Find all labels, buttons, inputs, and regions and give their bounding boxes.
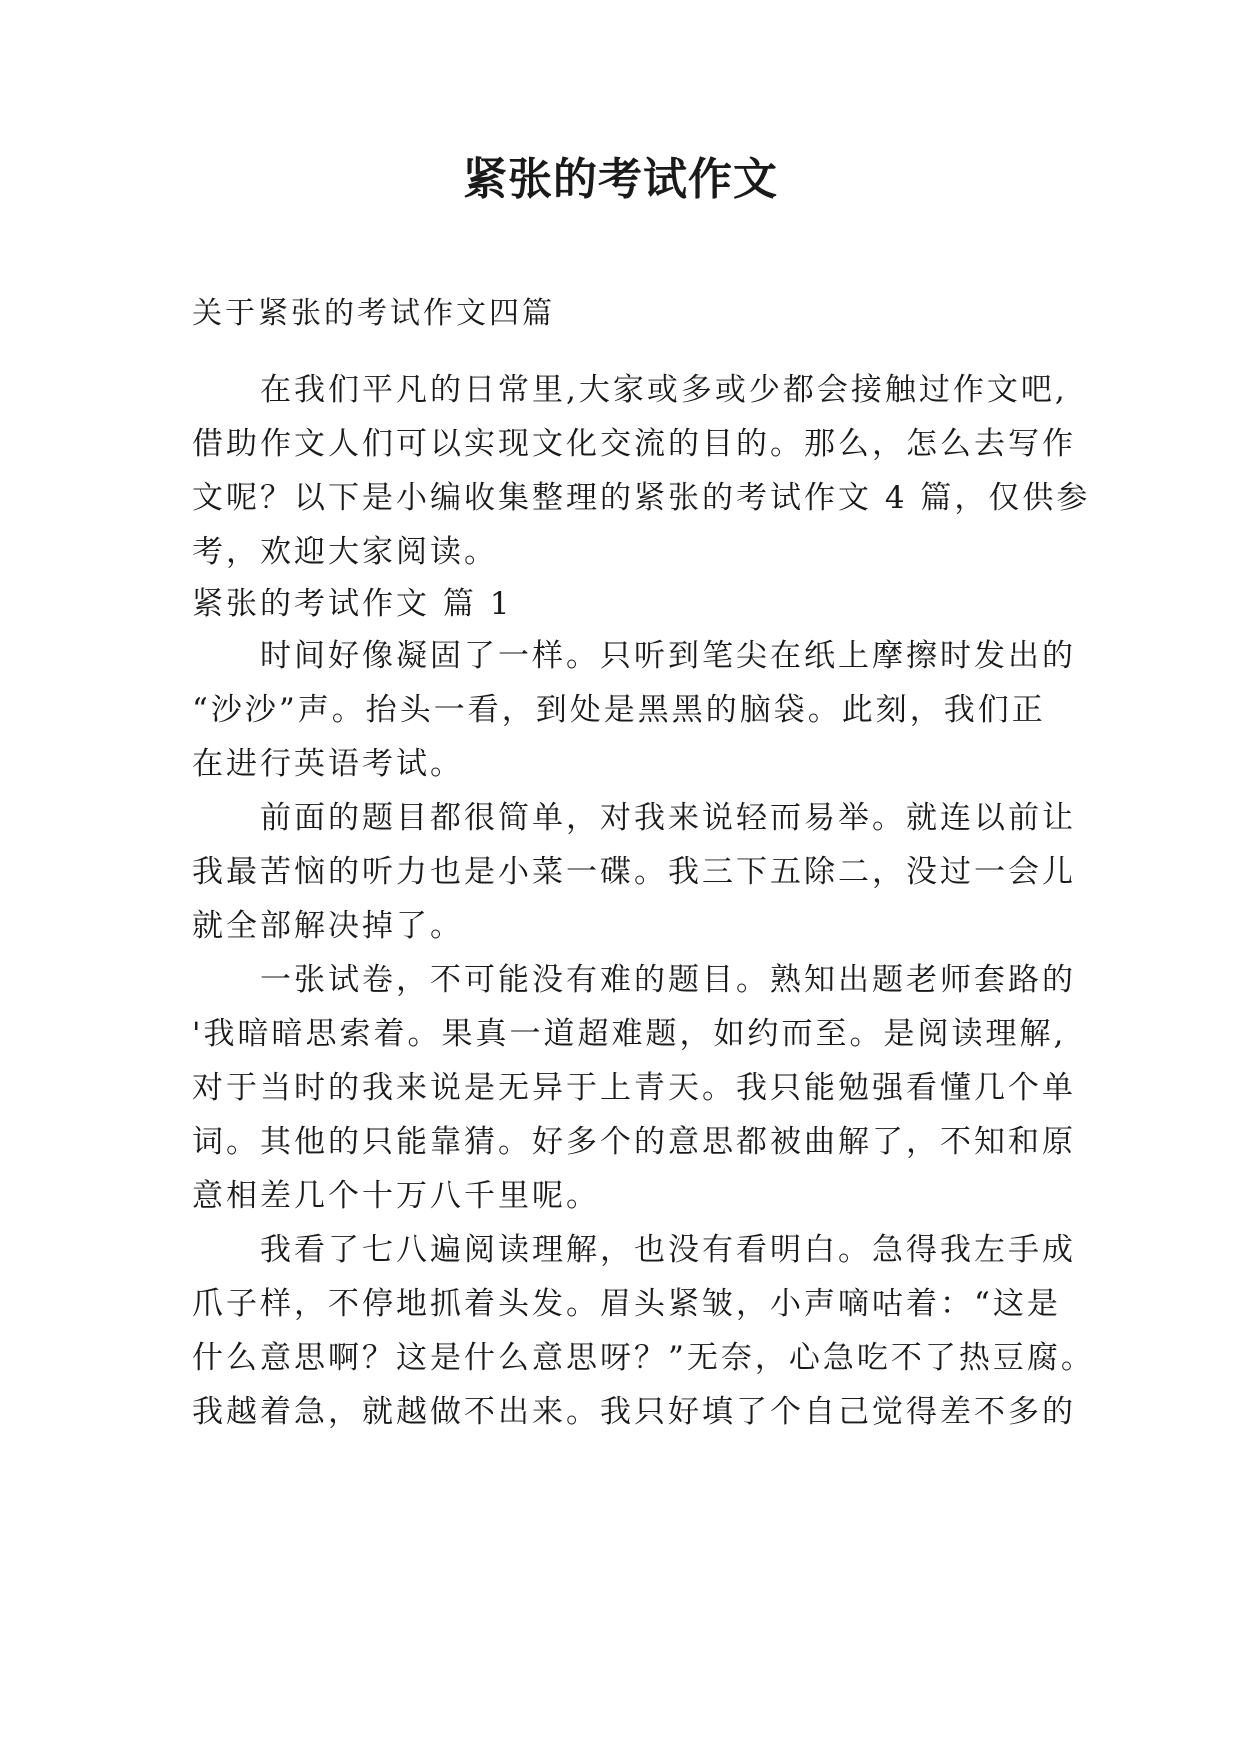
paragraph-line: “沙沙”声。抬头一看，到处是黑黑的脑袋。此刻，我们正 — [192, 692, 1046, 728]
paragraph-line: 前面的题目都很简单，对我来说轻而易举。就连以前让 — [192, 800, 1076, 836]
document-subtitle: 关于紧张的考试作文四篇 — [192, 296, 555, 331]
paragraph-line: 就全部解决掉了。 — [192, 908, 464, 944]
paragraph-line: 我最苦恼的听力也是小菜一碟。我三下五除二，没过一会儿 — [192, 854, 1076, 890]
paragraph-line: 什么意思啊？这是什么意思呀？”无奈，心急吃不了热豆腐。 — [192, 1340, 1095, 1376]
paragraph-line: '我暗暗思索着。果真一道超难题，如约而至。是阅读理解, — [192, 1016, 1067, 1052]
paragraph-line: 对于当时的我来说是无异于上青天。我只能勉强看懂几个单 — [192, 1070, 1076, 1106]
paragraph-line: 一张试卷，不可能没有难的题目。熟知出题老师套路的 — [192, 962, 1076, 998]
paragraph-line: 借助作文人们可以实现文化交流的目的。那么，怎么去写作 — [192, 426, 1076, 462]
paragraph-line: 我越着急，就越做不出来。我只好填了个自己觉得差不多的 — [192, 1394, 1076, 1430]
paragraph-line: 在我们平凡的日常里,大家或多或少都会接触过作文吧, — [192, 372, 1068, 408]
paragraph-line: 意相差几个十万八千里呢。 — [192, 1178, 600, 1214]
paragraph-line: 考，欢迎大家阅读。 — [192, 534, 498, 570]
paragraph-line: 词。其他的只能靠猜。好多个的意思都被曲解了，不知和原 — [192, 1124, 1076, 1160]
paragraph-line: 文呢？以下是小编收集整理的紧张的考试作文 4 篇，仅供参 — [192, 480, 1091, 516]
document-title: 紧张的考试作文 — [463, 154, 778, 205]
paragraph-line: 我看了七八遍阅读理解，也没有看明白。急得我左手成 — [192, 1232, 1076, 1268]
section-heading: 紧张的考试作文 篇 1 — [192, 586, 513, 622]
paragraph-line: 时间好像凝固了一样。只听到笔尖在纸上摩擦时发出的 — [192, 638, 1076, 674]
paragraph-line: 爪子样，不停地抓着头发。眉头紧皱，小声嘀咕着：“这是 — [192, 1286, 1061, 1322]
paragraph-line: 在进行英语考试。 — [192, 746, 464, 782]
